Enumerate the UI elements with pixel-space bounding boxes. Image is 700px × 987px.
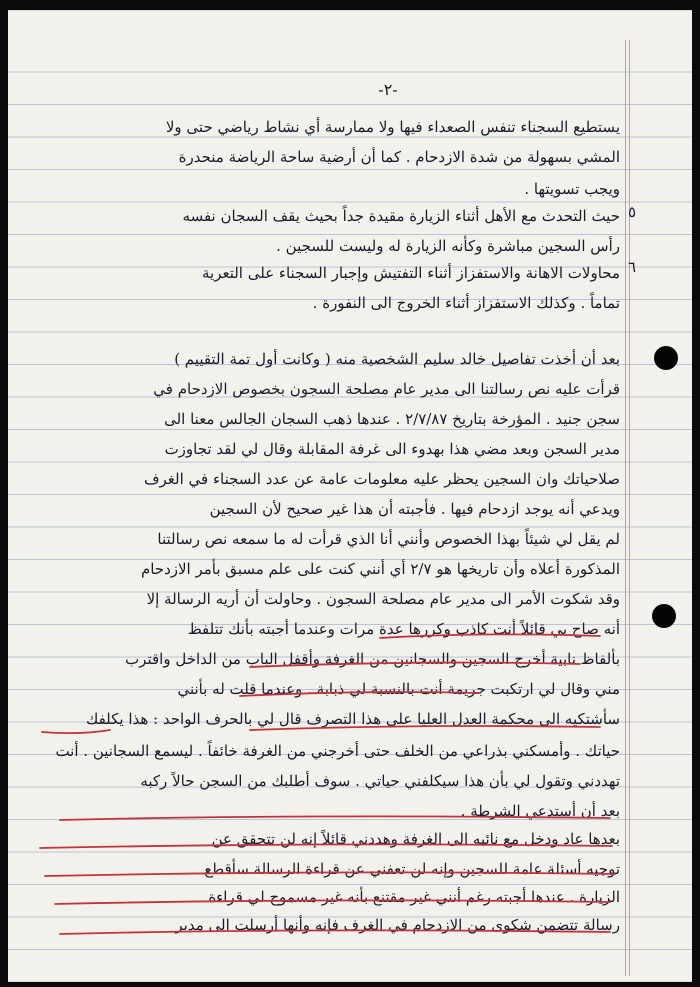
underline-mark: [42, 730, 110, 733]
text-line: بألفاظ نابية أخرج السجين والسجانين من الغرفة وأقفل الباب من الداخل واقترب: [125, 650, 620, 668]
text-line: لم يقل لي شيئاً بهذا الخصوص وأنني أنا الذي قرأت له ما سمعه نص رسالتنا: [157, 530, 620, 548]
text-line: صلاحياتك وان السجين يحظر عليه معلومات عامة عن عدد السجناء في الغرف: [143, 470, 620, 488]
underline-mark: [45, 872, 615, 876]
text-line: يستطيع السجناء تنفس الصعداء فيها ولا ممارسة أي نشاط رياضي حتى ولا: [165, 118, 620, 136]
text-line: بعد أن أستدعي الشرطة .: [460, 802, 620, 820]
text-line: سأشتكيه الى محكمة العدل العليا على هذا التصرف قال لي بالحرف الواحد : هذا يكلفك: [85, 710, 620, 728]
underline-mark: [60, 816, 610, 820]
underline-mark: [60, 930, 610, 934]
text-line: بعدها عاد ودخل مع نائبه الى الغرفة وهددني قائلاً إنه لن تتحقق عن: [211, 830, 620, 848]
text-line: سجن جنيد . المؤرخة بتاريخ ٢/٧/٨٧ . عندها ذهب السجان الجالس معنا الى: [164, 410, 620, 428]
item-number: ٦: [628, 258, 637, 276]
text-line: مدير السجن وبعد مضي هذا بهدوء الى غرفة المقابلة وقال لي لقد تجاوزت: [164, 440, 620, 458]
text-line: حيث التحدث مع الأهل أثناء الزيارة مقيدة جداً بحيث يقف السجان نفسه: [182, 207, 620, 225]
item-number: ٥: [628, 203, 637, 221]
page-number: -٢-: [378, 80, 398, 99]
underline-mark: [250, 726, 600, 730]
text-line: أنه صاح بي قائلاً أنت كاذب وكررها عدة مرات وعندما أجبته بأنك تتلفظ: [187, 620, 620, 638]
text-line: وقد شكوت الأمر الى مدير عام مصلحة السجون . وحاولت أن أريه الرسالة إلا: [146, 590, 620, 608]
text-line: حياتك . وأمسكني بذراعي من الخلف حتى أخرجني من الغرفة خائفاً . ليسمع السجانين . أنت: [55, 742, 620, 760]
text-line: محاولات الاهانة والاستفزاز أثناء التفتيش وإجبار السجناء على التعرية: [201, 264, 620, 282]
text-line: الزيارة . عندها أجبته رغم أنني غير مقتنع بأنه غير مسموح لي قراءة: [208, 888, 620, 906]
binder-hole: [652, 604, 676, 628]
underline-mark: [250, 663, 580, 667]
text-line: ويجب تسويتها .: [524, 180, 620, 198]
binder-hole: [654, 346, 678, 370]
text-line: ويدعي أنه يوجد ازدحام فيها . فأجبته أن هذا غير صحيح لأن السجين: [209, 500, 620, 518]
underline-mark: [380, 634, 600, 638]
text-line: مني وقال لي ارتكبت جريمة أنت بالنسبة لي ذبابة . وعندما قلت له بأنني: [177, 680, 620, 698]
text-line: بعد أن أخذت تفاصيل خالد سليم الشخصية منه ( وكانت أول تمة التقييم ): [174, 350, 620, 368]
text-line: توجيه أسئلة عامة للسجين وإنه لن تعفني عن قراءة الرسالة سأقطع: [204, 860, 620, 878]
underline-mark: [240, 692, 480, 696]
text-line: المشي بسهولة من شدة الازدحام . كما أن أرضية ساحة الرياضة منحدرة: [178, 148, 620, 166]
text-line: تهددني وتقول لي بأن هذا سيكلفني حياتي . سوف أطلبك من السجن حالاً ركبه: [140, 772, 620, 790]
text-line: رأس السجين مباشرة وكأنه الزيارة له وليست للسجين .: [276, 237, 620, 255]
underline-mark: [55, 900, 610, 904]
text-line: تماماً . وكذلك الاستفزاز أثناء الخروج الى النفورة .: [312, 294, 620, 312]
text-line: قرأت عليه نص رسالتنا الى مدير عام مصلحة السجون بخصوص الازدحام في: [153, 380, 620, 398]
text-line: المذكورة أعلاه وأن تاريخها هو ٢/٧ أي أنني كنت على علم مسبق بأمر الازدحام: [140, 560, 620, 578]
underline-mark: [40, 844, 612, 848]
text-line: رسالة تتضمن شكوى من الازدحام في الغرف فإنه وأنها أرسلت الى مدير: [175, 916, 620, 934]
